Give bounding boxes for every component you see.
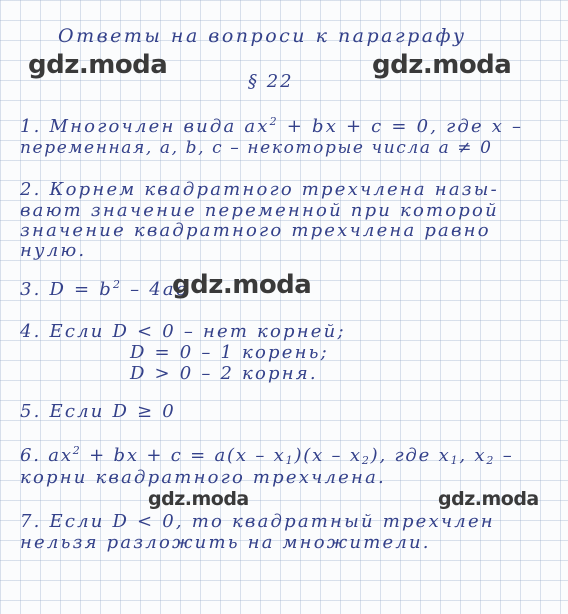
watermark-bottom-left: gdz.moda — [148, 488, 249, 510]
answer-2-line-4: нулю. — [20, 240, 87, 261]
answer-4-line-1: 4. Если D < 0 – нет корней; — [20, 321, 346, 342]
watermark-top-left: gdz.moda — [28, 50, 168, 80]
answer-4-line-2: D = 0 – 1 корень; — [130, 342, 329, 363]
answer-6-line-1: 6. $ax^2$ + bx + $c = a(x - x_1)(x - x_2)$, где $x_1$, $x_2$ – — [20, 444, 514, 467]
answer-4-line-3: D > 0 – 2 корня. — [130, 363, 318, 384]
watermark-middle: gdz.moda — [172, 270, 312, 300]
answer-7-line-1: 7. Если D < 0, то квадратный трехчлен — [20, 511, 495, 532]
answer-2-line-2: вают значение переменной при которой — [20, 200, 499, 221]
answer-2-line-1: 2. Корнем квадратного трехчлена назы- — [20, 179, 499, 200]
answer-6-line-2: корни квадратного трехчлена. — [20, 467, 386, 488]
answer-5: 5. Если D ≥ 0 — [20, 401, 176, 422]
answer-1-line-2: переменная, a, b, c – некоторые числа a ≠ 0 — [20, 138, 493, 158]
page-title: Ответы на вопроси к параграфу — [58, 25, 467, 47]
section-number: § 22 — [248, 71, 294, 92]
answer-1-line-1: 1. Многочлен вида $ax^2$ + bx + c = 0, где x – — [20, 115, 524, 137]
answer-2-line-3: значение квадратного трехчлена равно — [20, 220, 491, 241]
watermark-bottom-right: gdz.moda — [438, 488, 539, 510]
answer-7-line-2: нельзя разложить на множители. — [20, 532, 431, 553]
watermark-top-right: gdz.moda — [372, 50, 512, 80]
answer-3: 3. $D = b^2 - 4ac$ — [20, 278, 189, 300]
